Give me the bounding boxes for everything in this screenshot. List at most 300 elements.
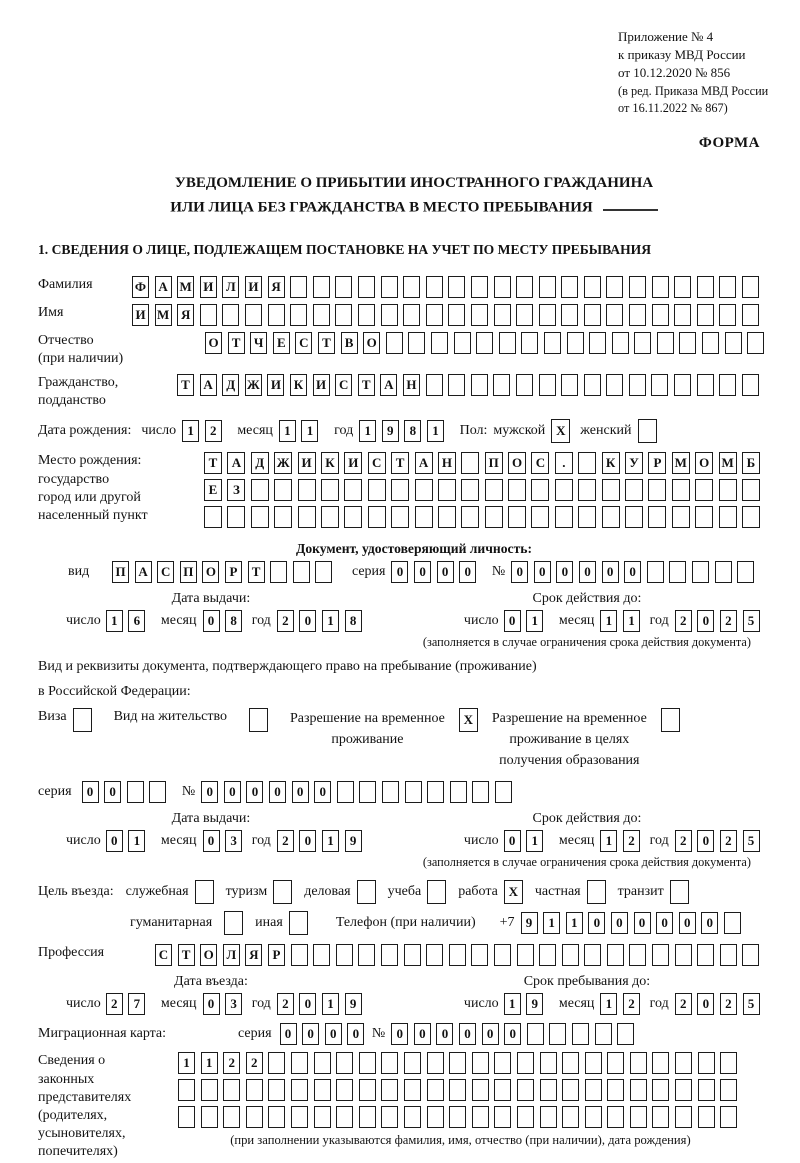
- cell[interactable]: [449, 1106, 466, 1128]
- cell[interactable]: [516, 374, 533, 396]
- patronymic-cells[interactable]: [205, 332, 770, 354]
- cell[interactable]: [426, 276, 443, 298]
- cell[interactable]: [461, 479, 479, 501]
- cell[interactable]: [720, 1079, 737, 1101]
- cell[interactable]: [321, 479, 339, 501]
- cell[interactable]: [578, 452, 596, 474]
- cell[interactable]: [719, 374, 736, 396]
- cell[interactable]: [517, 1052, 534, 1074]
- purpose-private-checkbox[interactable]: [587, 880, 606, 904]
- cell[interactable]: [249, 708, 268, 732]
- cell[interactable]: [315, 561, 332, 583]
- cell[interactable]: [471, 276, 488, 298]
- cell[interactable]: [293, 561, 310, 583]
- cell[interactable]: Т: [228, 332, 245, 354]
- cell[interactable]: 1: [526, 830, 543, 852]
- cell[interactable]: [648, 479, 666, 501]
- cell[interactable]: [404, 1106, 421, 1128]
- cell[interactable]: [517, 1079, 534, 1101]
- cell[interactable]: Б: [742, 452, 760, 474]
- cell[interactable]: [567, 332, 584, 354]
- cell[interactable]: 1: [182, 420, 199, 442]
- cell[interactable]: 2: [205, 420, 222, 442]
- cell[interactable]: 3: [225, 830, 242, 852]
- cell[interactable]: [426, 944, 443, 966]
- cell[interactable]: С: [295, 332, 312, 354]
- cell[interactable]: [73, 708, 92, 732]
- surname-cells[interactable]: [132, 276, 765, 298]
- cell[interactable]: [719, 304, 736, 326]
- cell[interactable]: Е: [273, 332, 290, 354]
- cell[interactable]: [337, 781, 354, 803]
- cell[interactable]: Т: [318, 332, 335, 354]
- cell[interactable]: П: [112, 561, 129, 583]
- permit-valid-day-cells[interactable]: [504, 830, 549, 852]
- cell[interactable]: [223, 1106, 240, 1128]
- edu-permit-checkbox[interactable]: [661, 708, 680, 732]
- cell[interactable]: Р: [648, 452, 666, 474]
- purpose-commercial-checkbox[interactable]: [357, 880, 376, 904]
- cell[interactable]: 1: [106, 610, 123, 632]
- cell[interactable]: 8: [404, 420, 421, 442]
- cell[interactable]: [561, 374, 578, 396]
- cell[interactable]: [274, 506, 292, 528]
- birth-place-row3-cells[interactable]: [204, 506, 765, 528]
- cell[interactable]: [245, 304, 262, 326]
- temp-permit-checkbox[interactable]: [459, 708, 478, 732]
- cell[interactable]: [697, 276, 714, 298]
- cell[interactable]: X: [504, 880, 523, 904]
- cell[interactable]: [630, 1052, 647, 1074]
- cell[interactable]: [291, 944, 308, 966]
- cell[interactable]: 0: [556, 561, 573, 583]
- cell[interactable]: 2: [720, 993, 737, 1015]
- migration-series-cells[interactable]: [280, 1023, 370, 1045]
- cell[interactable]: Я: [177, 304, 194, 326]
- doc-issue-day-cells[interactable]: [106, 610, 151, 632]
- cell[interactable]: Н: [403, 374, 420, 396]
- cell[interactable]: [494, 1079, 511, 1101]
- cell[interactable]: [386, 332, 403, 354]
- cell[interactable]: [539, 304, 556, 326]
- cell[interactable]: [742, 276, 759, 298]
- cell[interactable]: [674, 304, 691, 326]
- cell[interactable]: [485, 506, 503, 528]
- cell[interactable]: [336, 1079, 353, 1101]
- cell[interactable]: [607, 1106, 624, 1128]
- cell[interactable]: И: [344, 452, 362, 474]
- cell[interactable]: [289, 911, 308, 935]
- cell[interactable]: [313, 944, 330, 966]
- cell[interactable]: [720, 1052, 737, 1074]
- cell[interactable]: 0: [511, 561, 528, 583]
- birth-year-cells[interactable]: [359, 420, 449, 442]
- cell[interactable]: С: [368, 452, 386, 474]
- cell[interactable]: [630, 1079, 647, 1101]
- permit-series-cells[interactable]: [82, 781, 172, 803]
- purpose-business-checkbox[interactable]: [195, 880, 214, 904]
- cell[interactable]: [127, 781, 144, 803]
- cell[interactable]: [697, 944, 714, 966]
- phone-cells[interactable]: [521, 912, 747, 934]
- cell[interactable]: [449, 1079, 466, 1101]
- cell[interactable]: [448, 304, 465, 326]
- cell[interactable]: [381, 944, 398, 966]
- cell[interactable]: [448, 374, 465, 396]
- name-cells[interactable]: [132, 304, 765, 326]
- cell[interactable]: 0: [246, 781, 263, 803]
- cell[interactable]: 0: [436, 1023, 453, 1045]
- cell[interactable]: 1: [600, 610, 617, 632]
- cell[interactable]: 0: [697, 610, 714, 632]
- cell[interactable]: [516, 276, 533, 298]
- citizenship-cells[interactable]: [177, 374, 764, 396]
- cell[interactable]: [290, 276, 307, 298]
- cell[interactable]: 2: [675, 830, 692, 852]
- cell[interactable]: [516, 304, 533, 326]
- cell[interactable]: 8: [345, 610, 362, 632]
- cell[interactable]: 0: [656, 912, 673, 934]
- cell[interactable]: К: [321, 452, 339, 474]
- cell[interactable]: [178, 1106, 195, 1128]
- cell[interactable]: [149, 781, 166, 803]
- cell[interactable]: [461, 452, 479, 474]
- cell[interactable]: 2: [277, 830, 294, 852]
- cell[interactable]: 0: [224, 781, 241, 803]
- purpose-transit-checkbox[interactable]: [670, 880, 689, 904]
- cell[interactable]: [578, 479, 596, 501]
- cell[interactable]: [404, 1079, 421, 1101]
- cell[interactable]: [517, 1106, 534, 1128]
- cell[interactable]: [195, 880, 214, 904]
- cell[interactable]: П: [485, 452, 503, 474]
- cell[interactable]: [562, 944, 579, 966]
- entry-month-cells[interactable]: [203, 993, 248, 1015]
- cell[interactable]: [403, 304, 420, 326]
- cell[interactable]: 1: [201, 1052, 218, 1074]
- cell[interactable]: [697, 374, 714, 396]
- cell[interactable]: О: [695, 452, 713, 474]
- cell[interactable]: [426, 374, 443, 396]
- cell[interactable]: [431, 332, 448, 354]
- cell[interactable]: [742, 304, 759, 326]
- cell[interactable]: О: [363, 332, 380, 354]
- cell[interactable]: А: [415, 452, 433, 474]
- cell[interactable]: 0: [201, 781, 218, 803]
- cell[interactable]: [200, 304, 217, 326]
- cell[interactable]: [494, 1106, 511, 1128]
- entry-year-cells[interactable]: [277, 993, 367, 1015]
- cell[interactable]: 9: [526, 993, 543, 1015]
- cell[interactable]: [606, 374, 623, 396]
- cell[interactable]: [270, 561, 287, 583]
- cell[interactable]: [291, 1052, 308, 1074]
- cell[interactable]: М: [177, 276, 194, 298]
- cell[interactable]: [521, 332, 538, 354]
- cell[interactable]: [298, 479, 316, 501]
- cell[interactable]: И: [245, 276, 262, 298]
- cell[interactable]: [391, 506, 409, 528]
- cell[interactable]: [670, 880, 689, 904]
- cell[interactable]: 1: [322, 993, 339, 1015]
- cell[interactable]: К: [290, 374, 307, 396]
- cell[interactable]: 1: [504, 993, 521, 1015]
- legal-reps-row3-cells[interactable]: [178, 1106, 743, 1128]
- cell[interactable]: 1: [322, 830, 339, 852]
- cell[interactable]: 0: [459, 1023, 476, 1045]
- cell[interactable]: [336, 944, 353, 966]
- birth-month-cells[interactable]: [279, 420, 324, 442]
- cell[interactable]: [438, 479, 456, 501]
- legal-reps-row2-cells[interactable]: [178, 1079, 743, 1101]
- cell[interactable]: Ч: [250, 332, 267, 354]
- cell[interactable]: [675, 1079, 692, 1101]
- cell[interactable]: П: [180, 561, 197, 583]
- cell[interactable]: [555, 506, 573, 528]
- cell[interactable]: И: [313, 374, 330, 396]
- cell[interactable]: [549, 1023, 566, 1045]
- purpose-tourism-checkbox[interactable]: [273, 880, 292, 904]
- cell[interactable]: [201, 1079, 218, 1101]
- cell[interactable]: [344, 506, 362, 528]
- cell[interactable]: С: [531, 452, 549, 474]
- cell[interactable]: [405, 781, 422, 803]
- cell[interactable]: [539, 944, 556, 966]
- cell[interactable]: 1: [322, 610, 339, 632]
- cell[interactable]: [344, 479, 362, 501]
- profession-cells[interactable]: [155, 944, 765, 966]
- cell[interactable]: [381, 304, 398, 326]
- cell[interactable]: И: [267, 374, 284, 396]
- cell[interactable]: Е: [204, 479, 222, 501]
- cell[interactable]: 0: [679, 912, 696, 934]
- cell[interactable]: [517, 944, 534, 966]
- cell[interactable]: С: [157, 561, 174, 583]
- cell[interactable]: [607, 1079, 624, 1101]
- doc-issue-month-cells[interactable]: [203, 610, 248, 632]
- cell[interactable]: [368, 506, 386, 528]
- cell[interactable]: [201, 1106, 218, 1128]
- cell[interactable]: [224, 911, 243, 935]
- cell[interactable]: [589, 332, 606, 354]
- cell[interactable]: [321, 506, 339, 528]
- cell[interactable]: [494, 276, 511, 298]
- cell[interactable]: З: [227, 479, 245, 501]
- cell[interactable]: [485, 479, 503, 501]
- cell[interactable]: 0: [697, 993, 714, 1015]
- cell[interactable]: [368, 479, 386, 501]
- cell[interactable]: [585, 1079, 602, 1101]
- cell[interactable]: [675, 1052, 692, 1074]
- cell[interactable]: 1: [359, 420, 376, 442]
- cell[interactable]: [584, 304, 601, 326]
- doc-type-cells[interactable]: [112, 561, 338, 583]
- cell[interactable]: [335, 304, 352, 326]
- cell[interactable]: [675, 944, 692, 966]
- cell[interactable]: 0: [299, 830, 316, 852]
- cell[interactable]: [648, 506, 666, 528]
- cell[interactable]: 0: [347, 1023, 364, 1045]
- cell[interactable]: [561, 304, 578, 326]
- cell[interactable]: 0: [280, 1023, 297, 1045]
- cell[interactable]: А: [135, 561, 152, 583]
- cell[interactable]: [672, 506, 690, 528]
- cell[interactable]: [454, 332, 471, 354]
- cell[interactable]: М: [155, 304, 172, 326]
- cell[interactable]: Т: [248, 561, 265, 583]
- cell[interactable]: [578, 506, 596, 528]
- cell[interactable]: [508, 506, 526, 528]
- cell[interactable]: О: [205, 332, 222, 354]
- cell[interactable]: 5: [743, 830, 760, 852]
- stay-day-cells[interactable]: [504, 993, 549, 1015]
- cell[interactable]: [672, 479, 690, 501]
- cell[interactable]: [251, 479, 269, 501]
- doc-series-cells[interactable]: [391, 561, 481, 583]
- cell[interactable]: [695, 479, 713, 501]
- cell[interactable]: 0: [106, 830, 123, 852]
- cell[interactable]: 0: [504, 830, 521, 852]
- cell[interactable]: [494, 304, 511, 326]
- cell[interactable]: [314, 1106, 331, 1128]
- stay-year-cells[interactable]: [675, 993, 765, 1015]
- cell[interactable]: [415, 479, 433, 501]
- cell[interactable]: 0: [104, 781, 121, 803]
- cell[interactable]: 2: [675, 993, 692, 1015]
- cell[interactable]: [692, 561, 709, 583]
- cell[interactable]: .: [555, 452, 573, 474]
- cell[interactable]: В: [341, 332, 358, 354]
- cell[interactable]: [695, 506, 713, 528]
- cell[interactable]: [471, 374, 488, 396]
- cell[interactable]: [291, 1106, 308, 1128]
- cell[interactable]: [426, 304, 443, 326]
- cell[interactable]: [178, 1079, 195, 1101]
- cell[interactable]: 2: [623, 993, 640, 1015]
- migration-number-cells[interactable]: [391, 1023, 640, 1045]
- cell[interactable]: 2: [720, 610, 737, 632]
- cell[interactable]: 5: [743, 993, 760, 1015]
- cell[interactable]: [404, 944, 421, 966]
- cell[interactable]: 0: [82, 781, 99, 803]
- cell[interactable]: [408, 332, 425, 354]
- entry-day-cells[interactable]: [106, 993, 151, 1015]
- gender-female-checkbox[interactable]: [638, 419, 657, 443]
- purpose-humanitarian-checkbox[interactable]: [224, 911, 243, 935]
- cell[interactable]: [702, 332, 719, 354]
- cell[interactable]: 0: [611, 912, 628, 934]
- cell[interactable]: 5: [743, 610, 760, 632]
- cell[interactable]: 0: [203, 830, 220, 852]
- cell[interactable]: 8: [225, 610, 242, 632]
- cell[interactable]: [698, 1079, 715, 1101]
- cell[interactable]: [531, 479, 549, 501]
- cell[interactable]: [587, 880, 606, 904]
- cell[interactable]: [336, 1052, 353, 1074]
- cell[interactable]: [381, 1079, 398, 1101]
- cell[interactable]: [625, 479, 643, 501]
- cell[interactable]: 0: [624, 561, 641, 583]
- cell[interactable]: 2: [623, 830, 640, 852]
- cell[interactable]: 1: [526, 610, 543, 632]
- cell[interactable]: [720, 1106, 737, 1128]
- cell[interactable]: 0: [534, 561, 551, 583]
- cell[interactable]: 1: [566, 912, 583, 934]
- cell[interactable]: [448, 276, 465, 298]
- cell[interactable]: [585, 1106, 602, 1128]
- cell[interactable]: 0: [459, 561, 476, 583]
- cell[interactable]: 9: [345, 830, 362, 852]
- permit-valid-year-cells[interactable]: [675, 830, 765, 852]
- cell[interactable]: Ж: [245, 374, 262, 396]
- cell[interactable]: [495, 781, 512, 803]
- cell[interactable]: [675, 1106, 692, 1128]
- cell[interactable]: [222, 304, 239, 326]
- cell[interactable]: [698, 1052, 715, 1074]
- cell[interactable]: К: [602, 452, 620, 474]
- cell[interactable]: Я: [268, 276, 285, 298]
- cell[interactable]: И: [200, 276, 217, 298]
- cell[interactable]: Д: [222, 374, 239, 396]
- cell[interactable]: О: [508, 452, 526, 474]
- cell[interactable]: [449, 1052, 466, 1074]
- cell[interactable]: [629, 276, 646, 298]
- permit-issue-month-cells[interactable]: [203, 830, 248, 852]
- cell[interactable]: 0: [588, 912, 605, 934]
- cell[interactable]: [404, 1052, 421, 1074]
- cell[interactable]: Н: [438, 452, 456, 474]
- cell[interactable]: [313, 276, 330, 298]
- cell[interactable]: [562, 1079, 579, 1101]
- cell[interactable]: [742, 374, 759, 396]
- cell[interactable]: О: [200, 944, 217, 966]
- cell[interactable]: [415, 506, 433, 528]
- permit-number-cells[interactable]: [201, 781, 517, 803]
- cell[interactable]: 0: [269, 781, 286, 803]
- cell[interactable]: Л: [222, 276, 239, 298]
- cell[interactable]: М: [672, 452, 690, 474]
- cell[interactable]: [494, 944, 511, 966]
- cell[interactable]: С: [335, 374, 352, 396]
- cell[interactable]: [697, 304, 714, 326]
- doc-valid-year-cells[interactable]: [675, 610, 765, 632]
- cell[interactable]: [652, 944, 669, 966]
- birth-place-row2-cells[interactable]: [204, 479, 765, 501]
- legal-reps-row1-cells[interactable]: [178, 1052, 743, 1074]
- cell[interactable]: [584, 276, 601, 298]
- gender-male-checkbox[interactable]: [551, 419, 570, 443]
- cell[interactable]: [585, 1052, 602, 1074]
- cell[interactable]: 0: [203, 610, 220, 632]
- cell[interactable]: [561, 276, 578, 298]
- cell[interactable]: [606, 276, 623, 298]
- cell[interactable]: [449, 944, 466, 966]
- cell[interactable]: [358, 304, 375, 326]
- cell[interactable]: [246, 1079, 263, 1101]
- cell[interactable]: [652, 1079, 669, 1101]
- cell[interactable]: 0: [634, 912, 651, 934]
- cell[interactable]: [471, 944, 488, 966]
- cell[interactable]: [268, 304, 285, 326]
- cell[interactable]: [629, 374, 646, 396]
- cell[interactable]: А: [227, 452, 245, 474]
- cell[interactable]: [427, 1079, 444, 1101]
- cell[interactable]: [562, 1052, 579, 1074]
- cell[interactable]: [742, 944, 759, 966]
- cell[interactable]: 2: [106, 993, 123, 1015]
- cell[interactable]: [381, 1052, 398, 1074]
- cell[interactable]: 2: [675, 610, 692, 632]
